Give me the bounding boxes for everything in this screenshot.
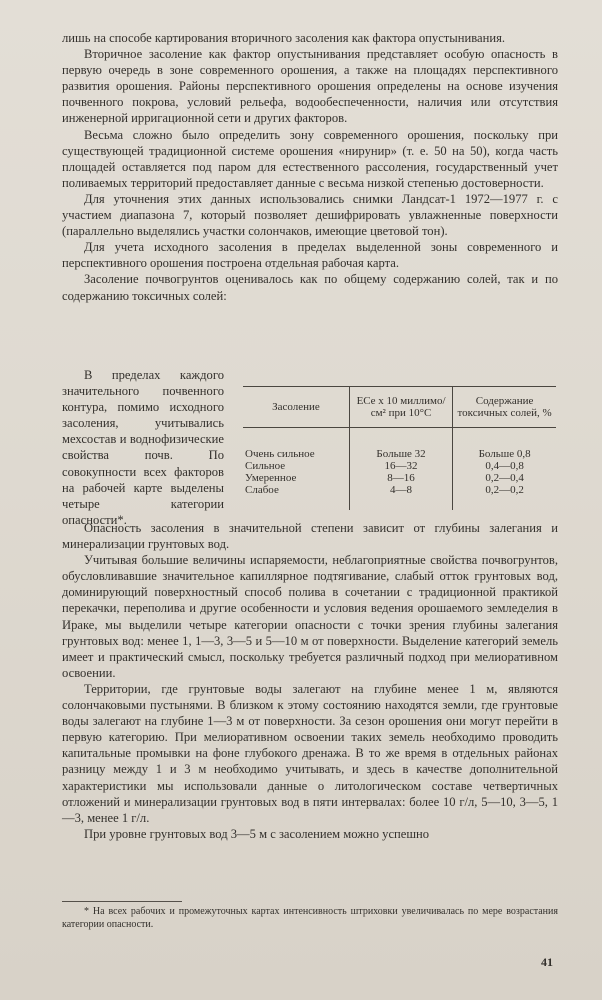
paragraph: Засоление почвогрунтов оценивалось как по общему содержанию солей, так и по содержанию токсичных солей: [62, 272, 558, 303]
table-cell: 4—8 [349, 484, 452, 510]
footnote-divider [62, 901, 182, 902]
paragraph: В пределах каждого значительного почвенного контура, помимо исходного засоления, учитывались мехсостав и воднофизические свойства почв. По совокупности всех факторов на рабочей карте выделены четыре категории опасности*. [62, 368, 224, 527]
table-cell: Больше 32 [349, 448, 452, 460]
table-header: ECe x 10 миллимо/см² при 10°С [349, 387, 452, 428]
text-block-bottom [62, 520, 558, 842]
table-cell: Слабое [245, 484, 279, 496]
page-number: 41 [541, 955, 553, 969]
table-cell: Очень сильное [245, 448, 315, 460]
table-header: Содержание токсичных солей, % [453, 387, 556, 428]
paragraph: Весьма сложно было определить зону современного орошения, поскольку при существующей традиционной системе орошения «нирунир» (т. е. 50 на 50), когда часть площадей оставляется под паром для естественного рассоления, государственный учет поливаемых территорий предоставляет данные с весьма низкой степенью достоверности. [62, 127, 558, 190]
paragraph: Учитывая большие величины испаряемости, неблагоприятные свойства почвогрунтов, обусловливавшие значительное капиллярное подтягивание, слабый отток грунтовых вод, доминирующий поверхностный способ полива в сочетании с традиционной практикой перекачки, переполива и другие особенности и условия ведения орошаемого земледелия в Ираке, мы выделили четыре категории опасности с точки зрения глубины залегания грунтовых вод: менее 1, 1—3, 3—5 и 5—10 м от поверхности. Выделение категорий земель имеет и практический смысл, поскольку требуется различный подход при мелиоративном освоении. [62, 553, 558, 680]
table-row [243, 448, 556, 460]
table-cell: Больше 0,8 [453, 448, 556, 460]
table-cell: 0,2—0,4 [453, 472, 556, 484]
table-cell: 8—16 [349, 472, 452, 484]
table-cell: Сильное [245, 460, 286, 472]
paragraph: Для учета исходного засоления в пределах выделенной зоны современного и перспективного орошения построена отдельная рабочая карта. [62, 240, 558, 271]
table-cell: 16—32 [349, 460, 452, 472]
paragraph: лишь на способе картирования вторичного засоления как фактора опустынивания. [62, 31, 506, 45]
salinity-table [243, 386, 556, 510]
side-text [62, 367, 224, 528]
table-header-row [243, 387, 556, 428]
text-block-top [62, 30, 558, 304]
footnote: * На всех рабочих и промежуточных картах интенсивность штриховки увеличивалась по мере возрастания категории опасности. [62, 906, 558, 930]
table-cell: Умеренное [245, 472, 297, 484]
paragraph: Вторичное засоление как фактор опустынивания представляет особую опасность в первую очередь в зоне современного орошения, а также на площадях перспективного развития орошения. Районы перспективного орошения определены на основе изучения почвенного покрова, условий рельефа, водообеспеченности, наличия или отсутствия инженерной ирригационной сети и других факторов. [62, 47, 558, 126]
paragraph: При уровне грунтовых вод 3—5 м с засолением можно успешно [84, 826, 430, 841]
table-header: Засоление [243, 387, 349, 428]
table-row [243, 484, 556, 510]
paragraph: Для уточнения этих данных использовались снимки Ландсат-1 1972—1977 г. с участием диапазона 7, который позволяет дешифрировать увлажненные поверхности (параллельно выделялись участки солончаков, имеющие цветовой тон). [62, 191, 558, 239]
table-cell: 0,4—0,8 [453, 460, 556, 472]
table-row [243, 472, 556, 484]
table-cell: 0,2—0,2 [453, 484, 556, 510]
paragraph: Территории, где грунтовые воды залегают на глубине менее 1 м, являются солончаковыми пустынями. В близком к этому состоянию находятся земли, где грунтовые воды залегают на глубине 1—3 м от поверхности. За сезон орошения они могут перейти в первую категорию. При мелиоративном освоении таких земель необходимо проводить капитальные промывки на фоне глубокого дренажа. В то же время в отдельных районах разницу между 1 и 3 м необходимо учитывать, и здесь в качестве дополнительной характеристики мы использовали данные о литологическом составе четвертичных отложений и минерализации грунтовых вод в пяти интервалах: более 10 г/л, 5—10, 3—5, 1—3, менее 1 г/л. [62, 681, 558, 825]
table-row [243, 460, 556, 472]
paragraph: Опасность засоления в значительной степени зависит от глубины залегания и минерализации грунтовых вод. [62, 521, 558, 552]
